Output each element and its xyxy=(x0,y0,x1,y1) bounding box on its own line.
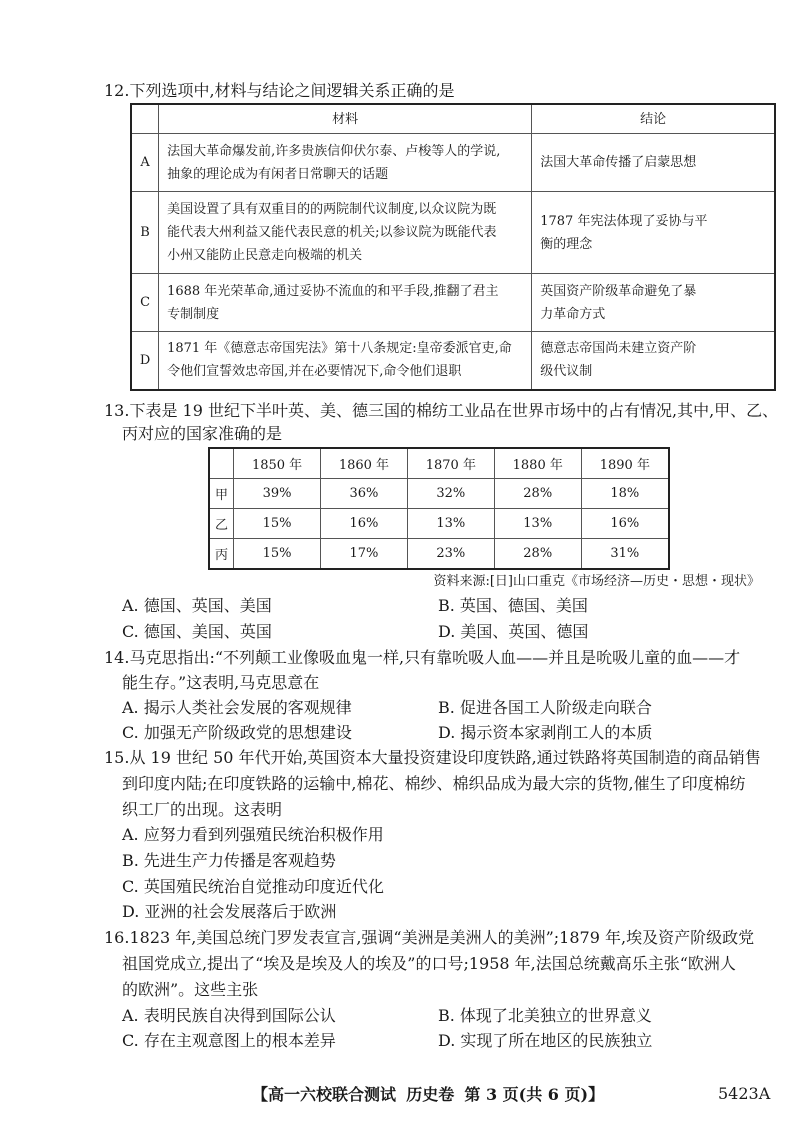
q16-stem-line1: 1823 年,美国总统门罗发表宣言,强调“美洲是美洲人的美洲”;1879 年,埃及资产阶级政党 xyxy=(129,928,755,947)
q15-stem-line3: 织工厂的出现。这表明 xyxy=(122,800,283,819)
footer-exam-title: 【高一六校联合测试 xyxy=(252,1085,397,1104)
q13-year-header: 1850 年 xyxy=(234,448,321,479)
q13-cell: 39% xyxy=(234,479,321,509)
q12-conclusion-line: 英国资产阶级革命避免了暴 xyxy=(540,283,697,299)
q12-material-cell xyxy=(159,192,532,274)
q12-material-line: 令他们宣誓效忠帝国,并在必要情况下,命令他们退职 xyxy=(167,364,462,380)
q12-material-cell xyxy=(159,134,532,192)
q12-material-line: 1871 年《德意志帝国宪法》第十八条规定:皇帝委派官吏,命 xyxy=(167,341,512,357)
q13-option-c[interactable]: C. 德国、美国、英国 xyxy=(122,622,272,641)
q16-stem xyxy=(104,925,754,948)
q16-stem-line3: 的欧洲”。这些主张 xyxy=(122,980,259,999)
q15-option-c[interactable]: C. 英国殖民统治自觉推动印度近代化 xyxy=(122,877,384,896)
q12-conclusion-cell xyxy=(532,192,775,274)
q16-option-b[interactable]: B. 体现了北美独立的世界意义 xyxy=(438,1006,652,1025)
q13-stem xyxy=(104,398,778,421)
q12-conclusion-line: 法国大革命传播了启蒙思想 xyxy=(540,155,697,170)
q12-table xyxy=(130,103,776,391)
q12-material-line: 1688 年光荣革命,通过妥协不流血的和平手段,推翻了君主 xyxy=(167,283,499,299)
q12-row-c xyxy=(131,274,775,332)
page-footer xyxy=(252,1082,604,1105)
q13-cell: 15% xyxy=(234,509,321,539)
q12-row-label: D xyxy=(131,332,159,390)
q13-stem-line2: 丙对应的国家准确的是 xyxy=(122,424,283,443)
q12-header-row xyxy=(131,104,775,134)
q15-option-d[interactable]: D. 亚洲的社会发展落后于欧洲 xyxy=(122,902,337,921)
q14-stem-line2: 能生存。”这表明,马克思意在 xyxy=(122,673,320,692)
q16-option-c[interactable]: C. 存在主观意图上的根本差异 xyxy=(122,1031,336,1050)
q13-option-b[interactable]: B. 英国、德国、美国 xyxy=(438,596,588,615)
q12-row-label: C xyxy=(131,274,159,332)
q13-year-header: 1880 年 xyxy=(494,448,581,479)
q14-stem xyxy=(104,645,740,668)
q12-conclusion-line: 衡的理念 xyxy=(540,236,593,252)
footer-subject: 历史卷 xyxy=(406,1085,455,1104)
q12-material-line: 美国设置了具有双重目的的两院制代议制度,以众议院为既 xyxy=(167,202,497,217)
q12-stem xyxy=(104,78,455,101)
q12-number: 12. xyxy=(104,81,130,100)
q12-material-line: 抽象的理论成为有闲者日常聊天的话题 xyxy=(167,166,389,182)
q13-option-a[interactable]: A. 德国、英国、美国 xyxy=(122,596,272,615)
q12-header-conclusion: 结论 xyxy=(532,104,775,134)
q12-stem-text: 下列选项中,材料与结论之间逻辑关系正确的是 xyxy=(129,81,455,100)
q15-stem-line1: 从 19 世纪 50 年代开始,英国资本大量投资建设印度铁路,通过铁路将英国制造的商品销售 xyxy=(129,748,761,767)
q15-stem xyxy=(104,745,761,768)
q12-conclusion-line: 级代议制 xyxy=(540,364,593,380)
q13-cell: 13% xyxy=(494,509,581,539)
q12-row-a xyxy=(131,134,775,192)
q13-cell: 18% xyxy=(581,479,669,509)
q12-material-cell xyxy=(159,274,532,332)
q12-conclusion-cell xyxy=(532,134,775,192)
q12-material-line: 专制制度 xyxy=(167,306,220,322)
q12-conclusion-line: 1787 年宪法体现了妥协与平 xyxy=(540,213,708,229)
q13-number: 13. xyxy=(104,401,130,420)
footer-page-number: 第 3 页(共 6 页)】 xyxy=(464,1085,605,1104)
q13-row-yi xyxy=(209,509,669,539)
q13-table xyxy=(208,447,670,570)
q13-stem-line1: 下表是 19 世纪下半叶英、美、德三国的棉纺工业品在世界市场中的占有情况,其中,甲、乙、 xyxy=(129,401,779,420)
q13-cell: 31% xyxy=(581,539,669,570)
q12-conclusion-cell xyxy=(532,332,775,390)
q13-cell: 16% xyxy=(581,509,669,539)
q16-stem-line2: 祖国党成立,提出了“埃及是埃及人的埃及”的口号;1958 年,法国总统戴高乐主张“欧洲人 xyxy=(122,954,736,973)
q13-cell: 15% xyxy=(234,539,321,570)
q15-option-b[interactable]: B. 先进生产力传播是客观趋势 xyxy=(122,851,336,870)
q15-stem-line2: 到印度内陆;在印度铁路的运输中,棉花、棉纱、棉织品成为最大宗的货物,催生了印度棉纺 xyxy=(122,774,746,793)
q15-number: 15. xyxy=(104,748,130,767)
q12-header-blank xyxy=(131,104,159,134)
q14-stem-line1: 马克思指出:“不列颠工业像吸血鬼一样,只有靠吮吸人血——并且是吮吸儿童的血——才 xyxy=(129,648,741,667)
q13-year-header: 1890 年 xyxy=(581,448,669,479)
footer-code: 5423A xyxy=(718,1084,771,1103)
q12-conclusion-line: 力革命方式 xyxy=(540,306,606,322)
q14-option-c[interactable]: C. 加强无产阶级政党的思想建设 xyxy=(122,723,352,742)
q13-cell: 17% xyxy=(321,539,408,570)
q13-row-label: 乙 xyxy=(209,509,234,539)
q14-option-a[interactable]: A. 揭示人类社会发展的客观规律 xyxy=(122,698,352,717)
q16-option-d[interactable]: D. 实现了所在地区的民族独立 xyxy=(438,1031,653,1050)
q12-conclusion-line: 德意志帝国尚未建立资产阶 xyxy=(540,341,697,357)
q13-source: 资料来源:[日]山口重克《市场经济—历史・思想・现状》 xyxy=(433,574,760,589)
q16-option-a[interactable]: A. 表明民族自决得到国际公认 xyxy=(122,1006,336,1025)
q14-option-b[interactable]: B. 促进各国工人阶级走向联合 xyxy=(438,698,652,717)
q12-material-line: 小州又能防止民意走向极端的机关 xyxy=(167,248,363,263)
q12-row-label: A xyxy=(131,134,159,192)
q13-cell: 28% xyxy=(494,539,581,570)
q13-cell: 16% xyxy=(321,509,408,539)
q12-row-d xyxy=(131,332,775,390)
q13-option-d[interactable]: D. 美国、英国、德国 xyxy=(438,622,589,641)
q16-number: 16. xyxy=(104,928,130,947)
q13-year-header: 1870 年 xyxy=(407,448,494,479)
q13-row-label: 甲 xyxy=(209,479,234,509)
q15-option-a[interactable]: A. 应努力看到列强殖民统治积极作用 xyxy=(122,825,384,844)
q13-row-jia xyxy=(209,479,669,509)
q13-cell: 13% xyxy=(407,509,494,539)
q13-header-row xyxy=(209,448,669,479)
q14-number: 14. xyxy=(104,648,130,667)
q13-row-label: 丙 xyxy=(209,539,234,570)
q12-material-line: 能代表大州利益又能代表民意的机关;以参议院为既能代表 xyxy=(167,225,497,240)
q13-cell: 28% xyxy=(494,479,581,509)
q12-conclusion-cell xyxy=(532,274,775,332)
q12-material-line: 法国大革命爆发前,许多贵族信仰伏尔泰、卢梭等人的学说, xyxy=(167,143,501,159)
q12-material-cell xyxy=(159,332,532,390)
q13-cell: 32% xyxy=(407,479,494,509)
q12-row-b xyxy=(131,192,775,274)
q12-row-label: B xyxy=(131,192,159,274)
q13-cell: 36% xyxy=(321,479,408,509)
q13-cell: 23% xyxy=(407,539,494,570)
q13-header-blank xyxy=(209,448,234,479)
q12-header-material: 材料 xyxy=(159,104,532,134)
q14-option-d[interactable]: D. 揭示资本家剥削工人的本质 xyxy=(438,723,653,742)
q13-row-bing xyxy=(209,539,669,570)
q13-year-header: 1860 年 xyxy=(321,448,408,479)
